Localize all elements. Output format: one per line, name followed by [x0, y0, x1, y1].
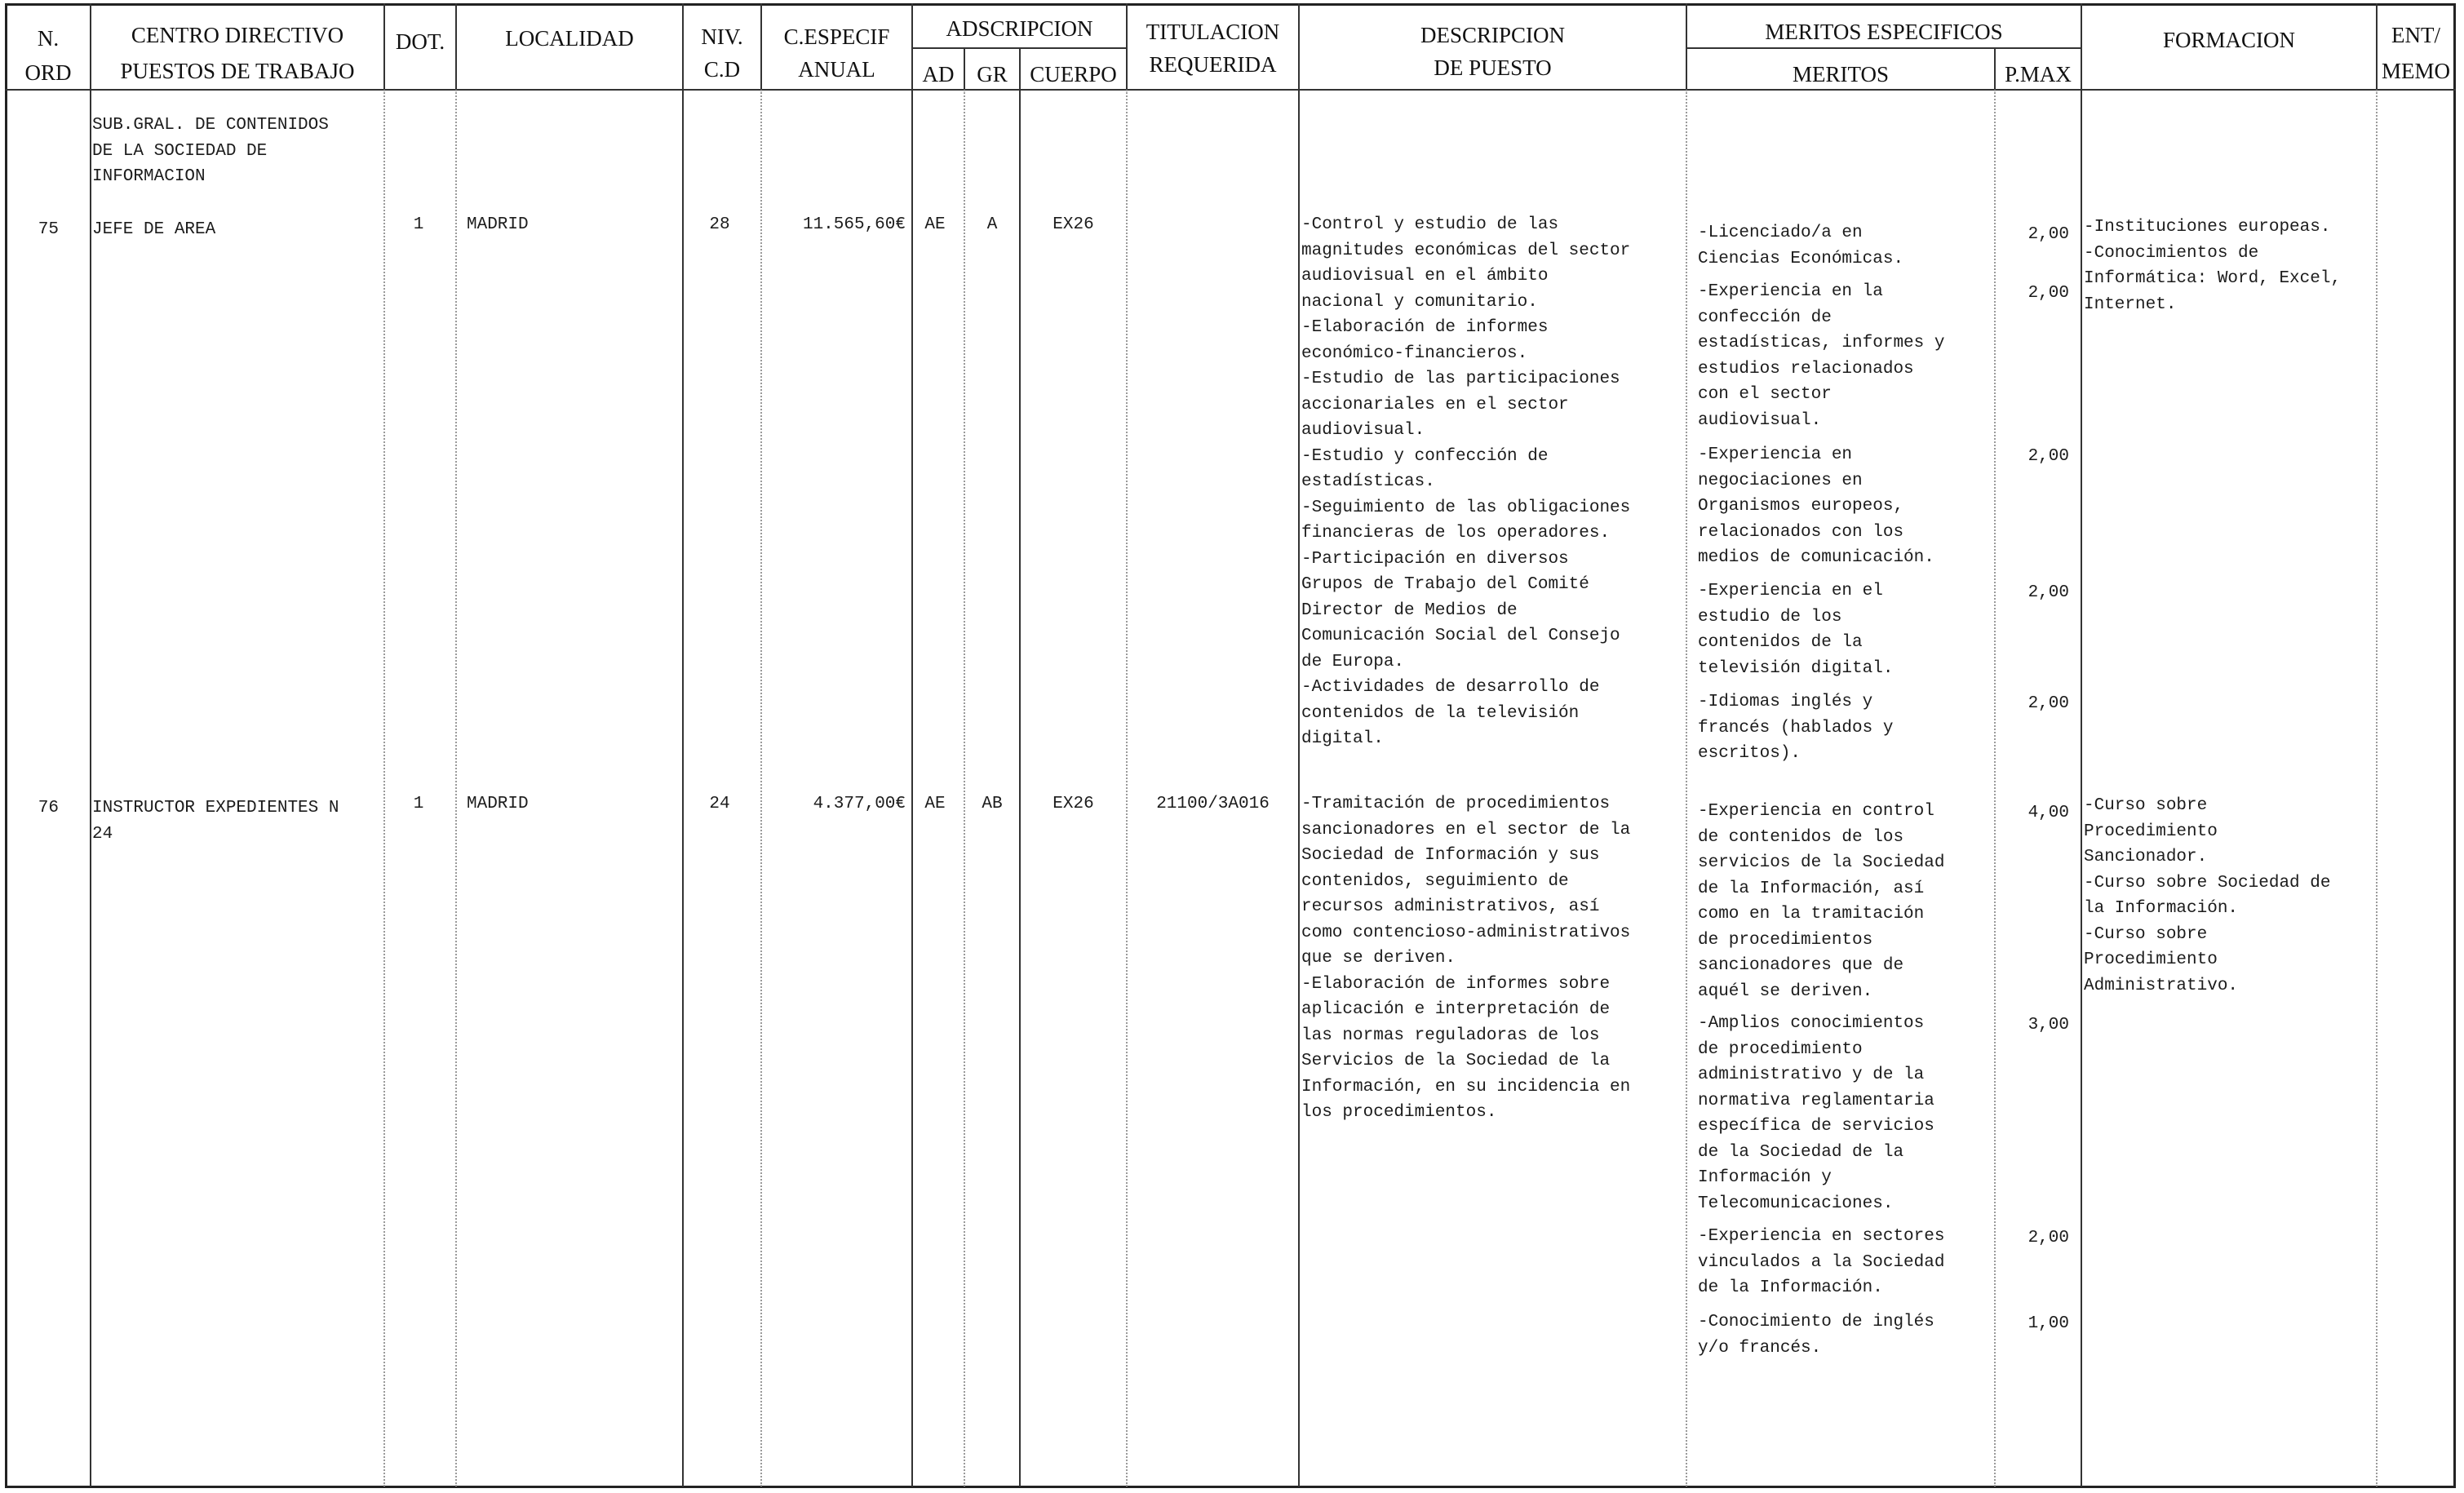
merito-text: -Conocimiento de inglés y/o francés. — [1698, 1313, 1934, 1358]
col-sep — [964, 90, 965, 1486]
row-cuerpo: EX26 — [1053, 215, 1094, 234]
col-sep — [90, 90, 91, 1486]
col-sep — [911, 90, 913, 1486]
merito-text: -Experiencia en control de contenidos de los servicios de la Sociedad de la Información, así como en la tramitación de procedimientos sancionadores que de aquél se deriven. — [1698, 802, 1945, 1001]
row-ad: AE — [924, 795, 946, 813]
row-gr: AB — [982, 795, 1003, 813]
header-bottom-rule — [5, 89, 2456, 91]
merito-pmax: 1,00 — [2027, 1314, 2069, 1333]
row-number: 76 — [38, 799, 59, 817]
header-memo: MEMO — [2381, 59, 2450, 83]
col-sep — [1019, 90, 1021, 1486]
merito-pmax: 2,00 — [2027, 583, 2069, 602]
header-dot: DOT. — [395, 29, 445, 54]
header-requerida: REQUERIDA — [1149, 52, 1277, 77]
col-sep — [682, 90, 684, 1486]
header-adscripcion: ADSCRIPCION — [946, 16, 1093, 41]
merito-text: -Experiencia en sectores vinculados a la Sociedad de la Información. — [1698, 1227, 1945, 1297]
header-meritos: MERITOS — [1792, 62, 1890, 86]
row-complemento: 4.377,00€ — [813, 795, 906, 813]
row-cuerpo: EX26 — [1053, 795, 1094, 813]
merito-text: -Amplios conocimientos de procedimiento administrativo y de la normativa reglamentaria específica de servicios de la Sociedad de la Información y Telecomunicaciones. — [1698, 1014, 1934, 1213]
row-descripcion: -Control y estudio de las magnitudes económicas del sector audiovisual en el ámbito nacional y comunitario. -Elaboración de informes económico-financieros. -Estudio de las participaciones accionariales en el sector audiovisual. -Estudio y confección de estadísticas. -Seguimiento de las obligaciones financieras de los operadores. -Participación en diversos Grupos de Trabajo del Comité Director de Medios de Comunicación Social del Consejo de Europa. -Actividades de desarrollo de contenidos de la televisión digital. — [1301, 215, 1631, 748]
header-anual: ANUAL — [798, 57, 875, 82]
merito-text: -Experiencia en la confección de estadísticas, informes y estudios relacionados con el sector audiovisual. — [1698, 282, 1945, 430]
row-titulacion: 21100/3A016 — [1156, 795, 1270, 813]
header-ent: ENT/ — [2391, 23, 2440, 47]
col-sep — [1298, 90, 1300, 1486]
col-sep — [455, 90, 457, 1486]
header-n-ord: ORD — [24, 60, 72, 85]
col-sep — [1126, 90, 1128, 1486]
col-sep — [1686, 90, 1687, 1486]
merito-pmax: 2,00 — [2027, 284, 2069, 303]
row-gr: A — [986, 215, 998, 234]
merito-text: -Experiencia en negociaciones en Organismos europeos, relacionados con los medios de comunicación. — [1698, 445, 1934, 567]
row-nivel: 24 — [709, 795, 730, 813]
row-formacion: -Instituciones europeas. -Conocimientos de Informática: Word, Excel, Internet. — [2084, 218, 2342, 314]
merito-text: -Licenciado/a en Ciencias Económicas. — [1698, 224, 1904, 268]
meritos-subrule — [1686, 47, 2081, 49]
section-title: SUB.GRAL. DE CONTENIDOS DE LA SOCIEDAD DE INFORMACION — [92, 116, 329, 186]
header-de-puesto: DE PUESTO — [1434, 55, 1552, 80]
col-sep — [760, 90, 762, 1486]
col-sep — [1994, 90, 1996, 1486]
row-dot: 1 — [413, 795, 424, 813]
header-niv: NIV. — [701, 24, 743, 49]
header-pmax: P.MAX — [2005, 62, 2072, 86]
row-formacion: -Curso sobre Procedimiento Sancionador. -Curso sobre Sociedad de la Información. -Curso sobre Procedimiento Administrativo. — [2084, 796, 2331, 995]
row-complemento: 11.565,60€ — [802, 215, 906, 234]
header-formacion: FORMACION — [2162, 28, 2296, 52]
merito-pmax: 2,00 — [2027, 447, 2069, 466]
col-sep — [2081, 90, 2082, 1486]
col-sep — [2376, 90, 2378, 1486]
row-dot: 1 — [413, 215, 424, 234]
header-gr: GR — [977, 62, 1008, 86]
merito-text: -Experiencia en el estudio de los contenidos de la televisión digital. — [1698, 582, 1894, 678]
header-puestos-trabajo: PUESTOS DE TRABAJO — [120, 59, 355, 83]
row-ad: AE — [924, 215, 946, 234]
merito-text: -Idiomas inglés y francés (hablados y escritos). — [1698, 693, 1894, 763]
header-descripcion: DESCRIPCION — [1420, 23, 1566, 47]
header-c-especif: C.ESPECIF — [783, 24, 890, 49]
merito-pmax: 4,00 — [2027, 804, 2069, 822]
merito-pmax: 2,00 — [2027, 1229, 2069, 1247]
row-descripcion: -Tramitación de procedimientos sancionadores en el sector de la Sociedad de Información y sus contenidos, seguimiento de recursos administrativos, así como contencioso-administrativos que se deriven. -Elaboración de informes sobre aplicación e interpretación de las normas reguladoras de los Servicios de la Sociedad de la Información, en su incidencia en los procedimientos. — [1301, 795, 1631, 1122]
col-sep — [1126, 3, 1128, 90]
header-niv: C.D — [703, 57, 741, 82]
merito-pmax: 3,00 — [2027, 1016, 2069, 1034]
row-nivel: 28 — [709, 215, 730, 234]
header-n-ord: N. — [37, 26, 60, 51]
row-number: 75 — [38, 220, 59, 239]
merito-pmax: 2,00 — [2027, 225, 2069, 244]
header-localidad: LOCALIDAD — [505, 26, 634, 51]
merito-pmax: 2,00 — [2027, 694, 2069, 713]
col-sep — [383, 90, 385, 1486]
header-cuerpo: CUERPO — [1030, 62, 1117, 86]
header-meritos-especificos: MERITOS ESPECIFICOS — [1765, 20, 2003, 44]
row-localidad: MADRID — [467, 215, 529, 234]
header-ad: AD — [922, 62, 955, 86]
header-centro-directivo: CENTRO DIRECTIVO — [131, 23, 344, 47]
row-localidad: MADRID — [467, 795, 529, 813]
row-puesto: INSTRUCTOR EXPEDIENTES N 24 — [92, 799, 339, 844]
header-titulacion: TITULACION — [1146, 20, 1280, 44]
row-puesto: JEFE DE AREA — [92, 220, 216, 239]
